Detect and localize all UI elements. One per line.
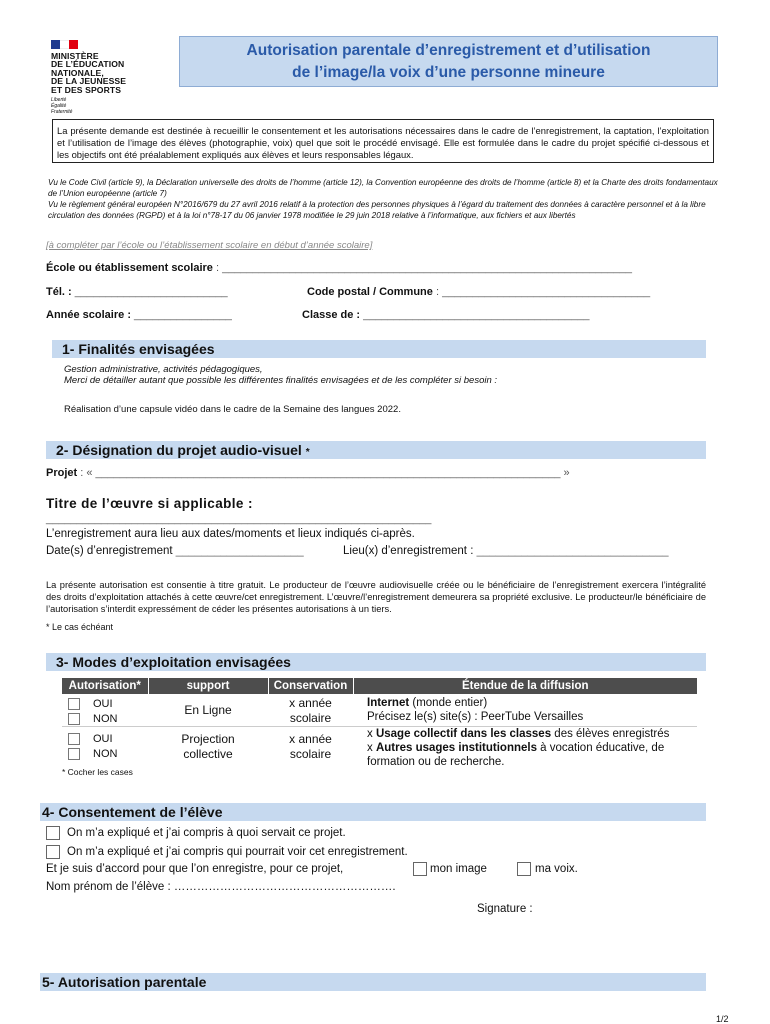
- page-number: 1/2: [716, 1014, 729, 1024]
- consent-option-2[interactable]: On m’a expliqué et j’ai compris qui pourrait voir cet enregistrement.: [46, 845, 408, 859]
- section-5-heading: 5- Autorisation parentale: [40, 973, 706, 991]
- row1-conservation: x année scolaire: [289, 696, 332, 725]
- modes-table: [62, 678, 697, 773]
- code-postal-field[interactable]: Code postal / Commune : __________________________________: [307, 286, 651, 298]
- checkbox[interactable]: [46, 845, 60, 859]
- titre-oeuvre-heading: Titre de l’œuvre si applicable :: [46, 496, 253, 511]
- legal-reference-2: Vu le règlement général européen N°2016/679 du 27 avril 2016 relatif à la protection des personnes physiques à l’égard du traitement des données à caractère personnel et à la libre circulation des données (RGPD) et à la loi n°78-17 du 06 janvier 1978 modifiée le 29 juin 2018 relative à l’informatique, aux fichiers et aux libertés: [48, 200, 706, 220]
- section-4-heading: 4- Consentement de l’élève: [40, 803, 706, 821]
- row1-non-option[interactable]: NON: [68, 712, 148, 725]
- enregistrement-text: L’enregistrement aura lieu aux dates/moments et lieux indiqués ci-après.: [46, 528, 415, 540]
- intro-paragraph: La présente demande est destinée à recueillir le consentement et les autorisations nécessaires dans le cadre de l’enregistrement, la captation, l’exploitation et l’utilisation de l’image des élèves (photographie, voix) quel que soit le procédé envisagé. Elle est formulée dans le cadre du projet spécifié ci-dessous et les objectifs ont été préalablement expliqués aux élèves et leurs responsables légaux.: [52, 119, 714, 163]
- checkbox[interactable]: [68, 733, 80, 745]
- section-1-note-2: Merci de détailler autant que possible les différentes finalités envisagées et de les compléter si besoin :: [64, 375, 498, 386]
- ma-voix-option[interactable]: ma voix.: [517, 862, 578, 876]
- nom-eleve-field[interactable]: Nom prénom de l’élève : ………………………………………………….: [46, 881, 396, 893]
- section-3-heading: 3- Modes d’exploitation envisagées: [46, 653, 706, 671]
- checkbox[interactable]: [68, 698, 80, 710]
- consent-option-1[interactable]: On m’a expliqué et j’ai compris à quoi servait ce projet.: [46, 826, 346, 840]
- lieux-field[interactable]: Lieu(x) d’enregistrement : ______________________________: [343, 545, 669, 557]
- legal-reference-1: Vu le Code Civil (article 9), la Déclaration universelle des droits de l’homme (article 12), la Convention européenne des droits de l’homme (article 8) et la Charte des droits fondamentaux de l’Union européenne (article 7): [48, 178, 718, 198]
- annee-scolaire-field[interactable]: Année scolaire : ________________: [46, 309, 232, 321]
- tel-field[interactable]: Tél. : _________________________: [46, 286, 228, 298]
- row2-oui-option[interactable]: OUI: [68, 732, 148, 745]
- checkbox[interactable]: [46, 826, 60, 840]
- row1-oui-option[interactable]: OUI: [68, 697, 148, 710]
- row2-conservation: x année scolaire: [289, 732, 332, 761]
- section-2-footnote: * Le cas échéant: [46, 622, 114, 632]
- checkbox[interactable]: [413, 862, 427, 876]
- row2-diffusion: x Usage collectif dans les classes des élèves enregistrés x Autres usages institutionnels à vocation éducative, de formation ou de recherche.: [367, 728, 670, 768]
- section-1-heading: 1- Finalités envisagées: [52, 340, 706, 358]
- republic-motto: Liberté Égalité Fraternité: [51, 97, 73, 115]
- table-header-row: [62, 678, 697, 694]
- titre-oeuvre-line[interactable]: _______________________________________________________________: [46, 513, 432, 525]
- row1-diffusion: Internet (monde entier) Précisez le(s) site(s) : PeerTube Versailles: [367, 697, 584, 723]
- table-row: [62, 694, 697, 727]
- header-etendue: Étendue de la diffusion: [353, 678, 697, 694]
- republic-flag-logo: [51, 40, 78, 49]
- row1-support: En Ligne: [184, 703, 232, 717]
- signature-label: Signature :: [477, 903, 533, 915]
- section-1-content[interactable]: Réalisation d’une capsule vidéo dans le cadre de la Semaine des langues 2022.: [64, 404, 401, 415]
- checkbox[interactable]: [68, 713, 80, 725]
- row2-non-option[interactable]: NON: [68, 747, 148, 760]
- header-conservation: Conservation: [268, 678, 353, 694]
- section-2-heading: 2- Désignation du projet audio-visuel *: [46, 441, 706, 459]
- mon-image-option[interactable]: mon image: [413, 862, 487, 876]
- row2-support: Projection collective: [181, 732, 235, 761]
- ecole-field[interactable]: École ou établissement scolaire : ___________________________________________________________________: [46, 262, 632, 274]
- dates-field[interactable]: Date(s) d’enregistrement ____________________: [46, 545, 304, 557]
- table-row: [62, 727, 697, 773]
- checkbox[interactable]: [68, 748, 80, 760]
- header-autorisation: Autorisation*: [62, 678, 148, 694]
- header-support: support: [148, 678, 268, 694]
- projet-field[interactable]: Projet : « ____________________________________________________________________________ »: [46, 467, 570, 479]
- ministry-name: MINISTÈRE DE L’ÉDUCATION NATIONALE, DE LA JEUNESSE ET DES SPORTS: [51, 51, 127, 95]
- section-3-footnote: * Cocher les cases: [62, 767, 133, 777]
- checkbox[interactable]: [517, 862, 531, 876]
- school-note: [à compléter par l’école ou l’établissement scolaire en début d’année scolaire]: [46, 240, 373, 251]
- section-1-note-1: Gestion administrative, activités pédagogiques,: [64, 364, 263, 375]
- classe-field[interactable]: Classe de : _____________________________________: [302, 309, 590, 321]
- document-title: Autorisation parentale d’enregistrement et d’utilisation de l’image/la voix d’une personne mineure: [179, 36, 718, 87]
- accord-text: Et je suis d’accord pour que l’on enregistre, pour ce projet,: [46, 863, 344, 875]
- autorisation-paragraph: La présente autorisation est consentie à titre gratuit. Le producteur de l’œuvre audiovisuelle créée ou le bénéficiaire de l’enregistrement exercera l’intégralité des droits d’exploitation attachés à cette œuvre/cet enregistrement. L’œuvre/l’enregistrement demeurera sa propriété exclusive. Le producteur/le bénéficiaire de l’autorisation s’interdit expressément de céder les présentes autorisations à un tiers.: [46, 580, 706, 614]
